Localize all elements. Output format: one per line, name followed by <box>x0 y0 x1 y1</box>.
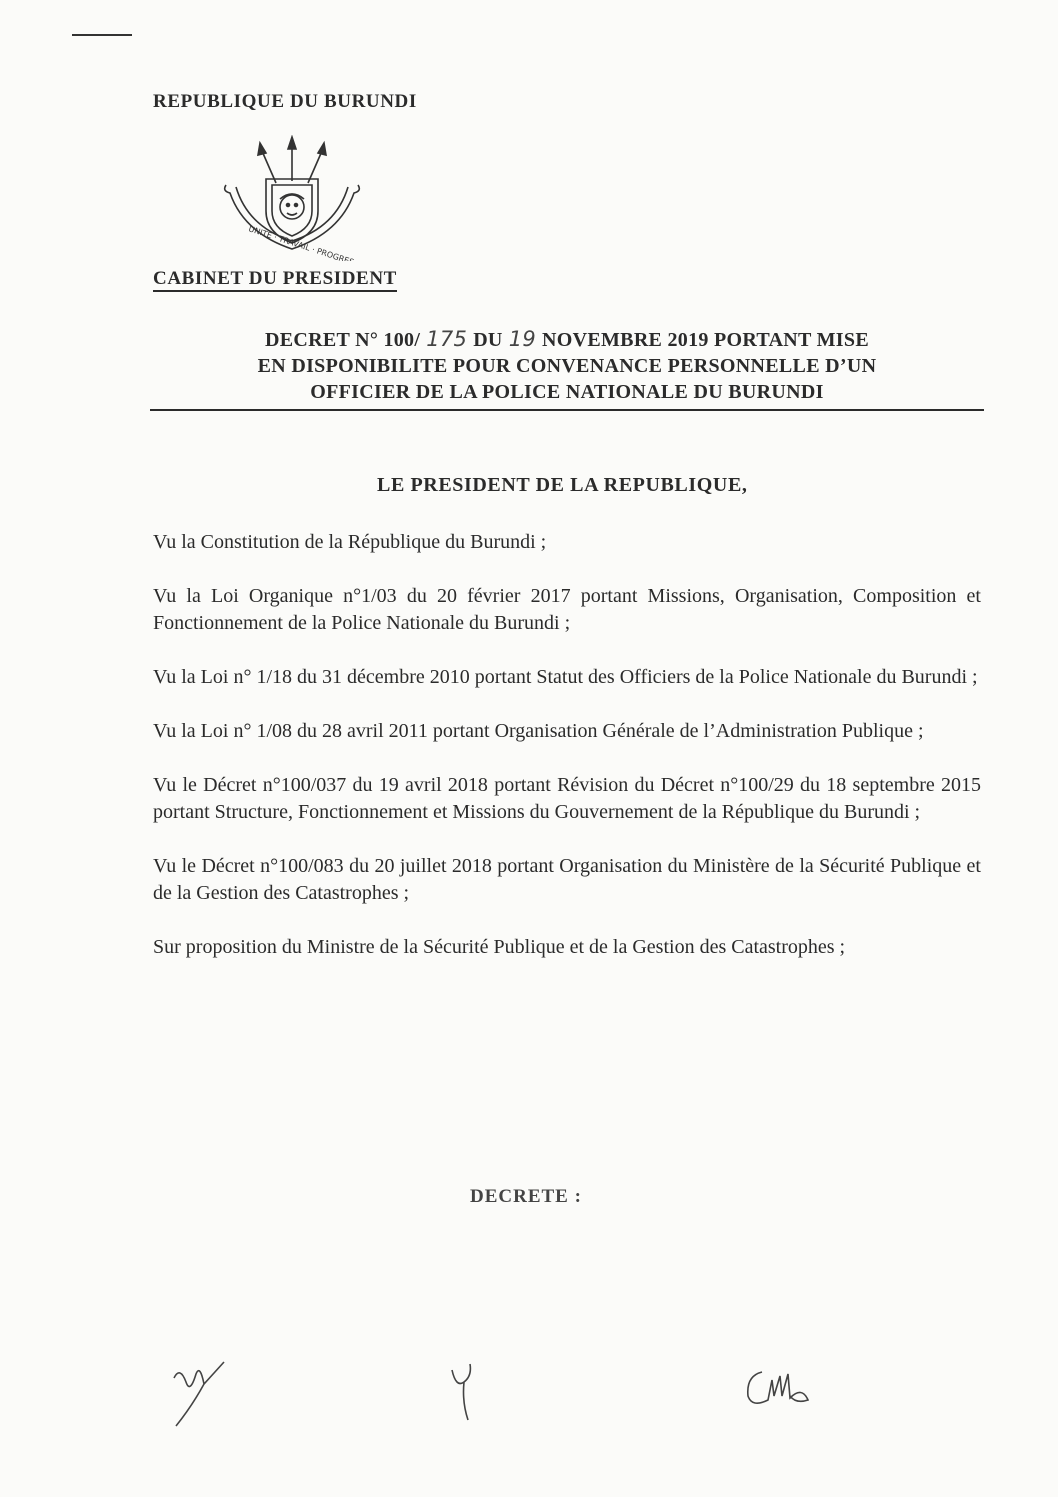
decree-prefix: DECRET N° 100/ <box>265 329 421 351</box>
cabinet-heading: CABINET DU PRESIDENT <box>153 268 397 292</box>
emblem-motto: UNITE · TRAVAIL · PROGRES <box>247 224 356 261</box>
considerations-list <box>153 529 981 988</box>
decree-title-line-3: OFFICIER DE LA POLICE NATIONALE DU BURUNDI <box>310 381 824 403</box>
decree-day-handwritten: 19 <box>508 327 537 351</box>
initials-right <box>742 1366 816 1412</box>
decree-title-line-1 <box>150 326 984 353</box>
decree-title-line-2: EN DISPONIBILITE POUR CONVENANCE PERSONNELLE D’UN <box>257 355 877 377</box>
consideration-paragraph: Vu la Loi n° 1/18 du 31 décembre 2010 portant Statut des Officiers de la Police Nationale du Burundi ; <box>153 666 978 688</box>
top-margin-mark <box>72 34 132 36</box>
consideration-paragraph: Sur proposition du Ministre de la Sécurité Publique et de la Gestion des Catastrophes ; <box>153 936 846 958</box>
initials-left <box>170 1360 230 1430</box>
title-underline <box>150 409 984 411</box>
decree-title <box>150 326 984 405</box>
consideration-paragraph: Vu le Décret n°100/083 du 20 juillet 2018 portant Organisation du Ministère de la Sécurité Publique et de la Gestion des Catastrophes ; <box>153 855 981 904</box>
consideration-paragraph: Vu la Loi Organique n°1/03 du 20 février 2017 portant Missions, Organisation, Composition et Fonctionnement de la Police Nationale du Burundi ; <box>153 585 981 634</box>
authority-heading: LE PRESIDENT DE LA REPUBLIQUE, <box>377 474 748 496</box>
decrete-heading: DECRETE : <box>470 1186 582 1207</box>
initials-middle <box>446 1362 482 1424</box>
decree-du: DU <box>473 329 503 351</box>
consideration-paragraph: Vu la Loi n° 1/08 du 28 avril 2011 portant Organisation Générale de l’Administration Publique ; <box>153 720 924 742</box>
decree-number-handwritten: 175 <box>426 327 468 351</box>
decree-date-rest: NOVEMBRE 2019 PORTANT MISE <box>542 329 869 351</box>
consideration-paragraph: Vu la Constitution de la République du Burundi ; <box>153 531 547 553</box>
coat-of-arms-emblem <box>218 135 366 261</box>
consideration-paragraph: Vu le Décret n°100/037 du 19 avril 2018 portant Révision du Décret n°100/29 du 18 septembre 2015 portant Structure, Fonctionnement et Missions du Gouvernement de la République du Burundi ; <box>153 774 981 823</box>
republic-heading: REPUBLIQUE DU BURUNDI <box>153 91 417 112</box>
